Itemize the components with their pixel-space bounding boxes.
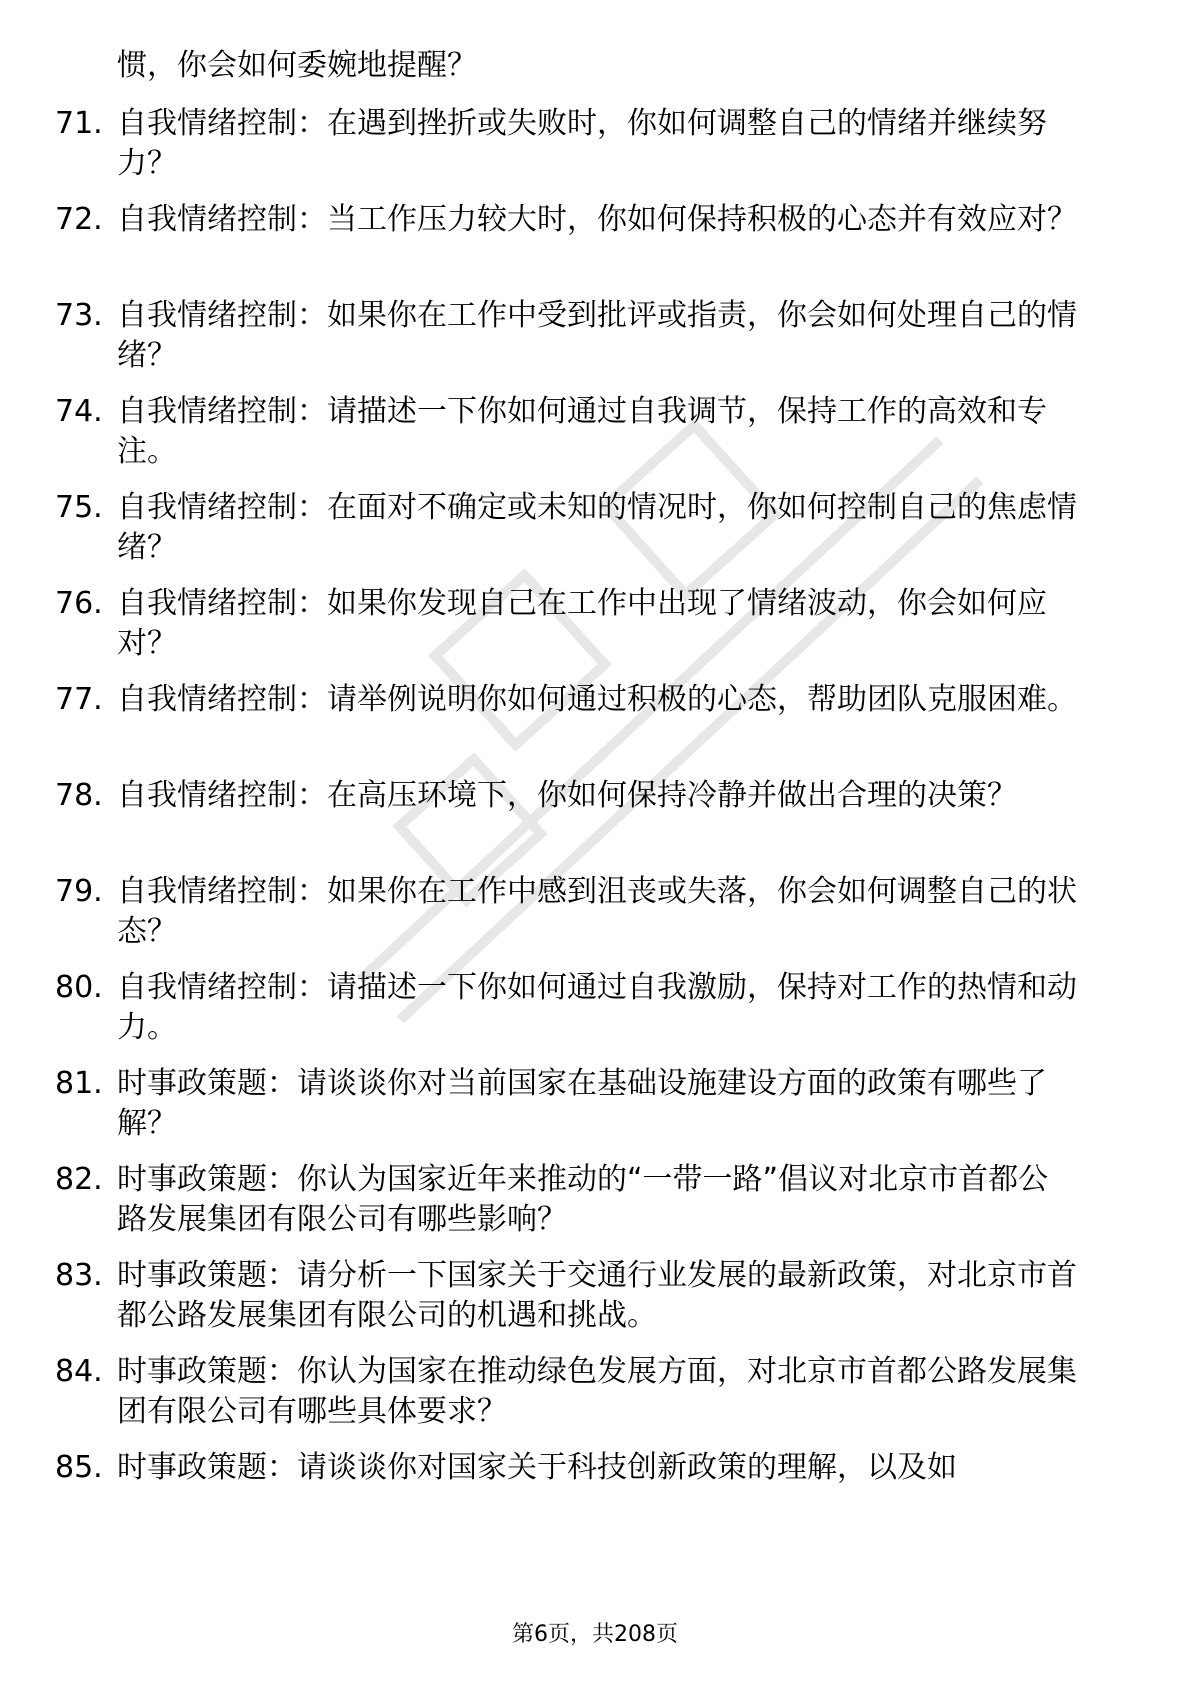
question-text: 自我情绪控制：当工作压力较大时，你如何保持积极的心态并有效应对？	[117, 202, 1077, 237]
page-footer: 第6页，共208页	[512, 1622, 678, 1647]
question-text: 时事政策题：请谈谈你对国家关于科技创新政策的理解，以及如	[117, 1450, 957, 1485]
question-text: 自我情绪控制：在高压环境下，你如何保持冷静并做出合理的决策？	[117, 778, 1017, 813]
question-number: 85.	[55, 1450, 103, 1485]
question-text: 自我情绪控制：如果你在工作中受到批评或指责，你会如何处理自己的情绪？	[117, 298, 1077, 373]
question-number: 72.	[55, 202, 103, 237]
question-text: 自我情绪控制：如果你在工作中感到沮丧或失落，你会如何调整自己的状态？	[117, 874, 1077, 949]
question-number: 79.	[55, 874, 103, 909]
question-text: 时事政策题：你认为国家近年来推动的“一带一路”倡议对北京市首都公路发展集团有限公司有哪些影响？	[117, 1162, 1049, 1237]
question-text: 时事政策题：你认为国家在推动绿色发展方面，对北京市首都公路发展集团有限公司有哪些具体要求？	[117, 1354, 1077, 1429]
question-text: 自我情绪控制：在遇到挫折或失败时，你如何调整自己的情绪并继续努力？	[117, 106, 1047, 181]
question-text: 自我情绪控制：请描述一下你如何通过自我激励，保持对工作的热情和动力。	[117, 970, 1077, 1045]
question-number: 74.	[55, 394, 103, 429]
question-text: 自我情绪控制：如果你发现自己在工作中出现了情绪波动，你会如何应对？	[117, 586, 1047, 661]
question-text: 时事政策题：请谈谈你对当前国家在基础设施建设方面的政策有哪些了解？	[117, 1066, 1047, 1141]
question-number: 83.	[55, 1258, 103, 1293]
question-text: 自我情绪控制：请举例说明你如何通过积极的心态，帮助团队克服困难。	[117, 682, 1077, 717]
question-text: 自我情绪控制：请描述一下你如何通过自我调节，保持工作的高效和专注。	[117, 394, 1047, 469]
question-text: 自我情绪控制：在面对不确定或未知的情况时，你如何控制自己的焦虑情绪？	[117, 490, 1077, 565]
question-number: 81.	[55, 1066, 103, 1101]
question-number: 80.	[55, 970, 103, 1005]
question-number: 82.	[55, 1162, 103, 1197]
question-number: 76.	[55, 586, 103, 621]
question-text: 时事政策题：请分析一下国家关于交通行业发展的最新政策，对北京市首都公路发展集团有限公司的机遇和挑战。	[117, 1258, 1077, 1333]
question-number: 75.	[55, 490, 103, 525]
question-number: 78.	[55, 778, 103, 813]
question-number: 77.	[55, 682, 103, 717]
continued-question-text: 惯，你会如何委婉地提醒？	[117, 48, 477, 83]
question-number: 71.	[55, 106, 103, 141]
question-number: 73.	[55, 298, 103, 333]
question-number: 84.	[55, 1354, 103, 1389]
